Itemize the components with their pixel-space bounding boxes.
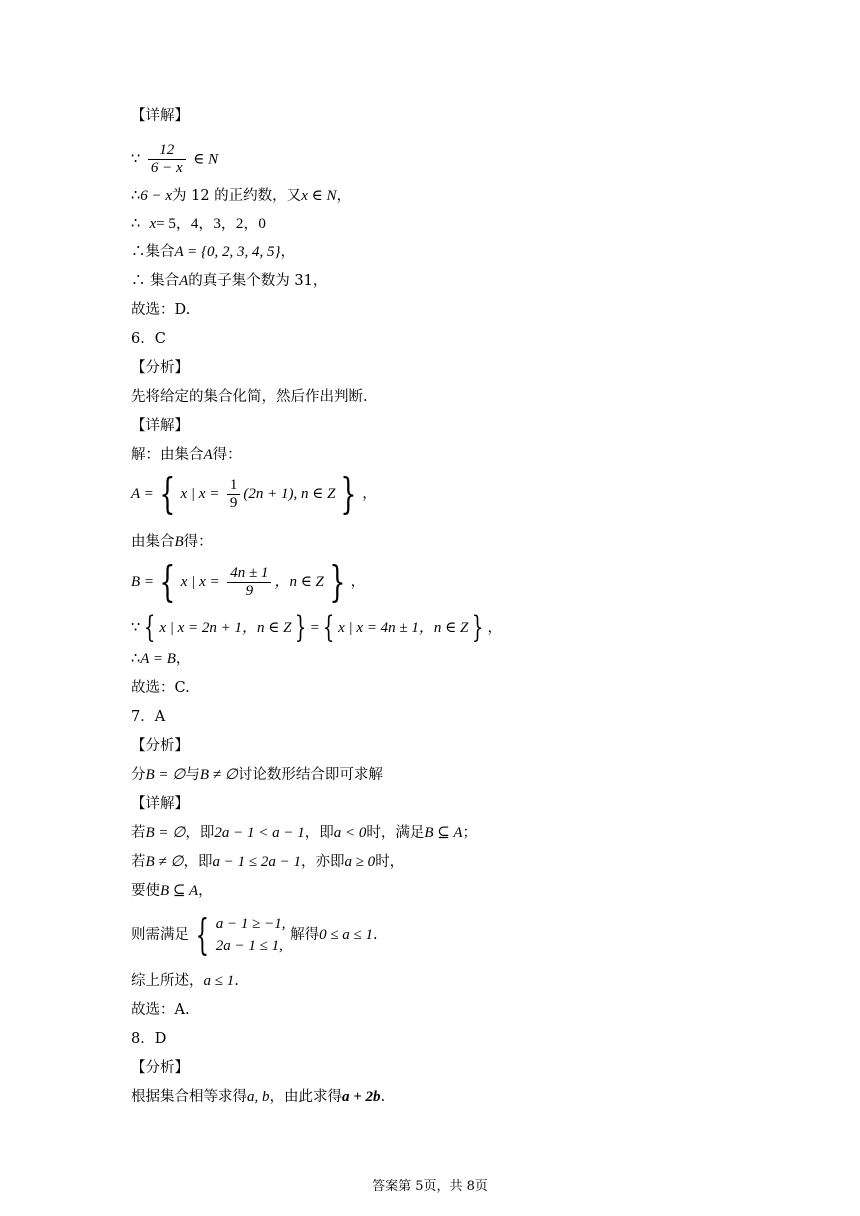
detail-heading-5: 【详解】 <box>131 108 189 124</box>
step-from-set-a: 解：由集合A得： <box>131 447 242 463</box>
inequality-system: 则需满足 { a − 1 ≥ −1, 2a − 1 ≤ 1, 解得0 ≤ a ≤ 1. <box>131 910 378 959</box>
detail-heading-6: 【详解】 <box>131 418 189 434</box>
formula-set-b: B = { x | x = $\frac{4n \pm 1}{9}$ ，n ∈ Z } ， <box>131 557 366 606</box>
analysis-text-8: 根据集合相等求得a, b，由此求得a + 2b. <box>131 1089 386 1105</box>
question-7-number: 7．A <box>131 709 166 725</box>
step-a-equals-b: ∴A = B， <box>131 651 191 667</box>
question-6-number: 6．C <box>131 331 166 347</box>
case-empty-set: 若B = ∅，即2a − 1 < a − 1，即a < 0时，满足B ⊆ A； <box>131 825 477 841</box>
step-set-a: ∴集合A = {0, 2, 3, 4, 5}， <box>131 244 296 260</box>
formula-set-a: A = { x | x = $\frac{1}{9}$ (2n + 1), n ∈ Z } ， <box>131 469 377 518</box>
page-footer: 答案第 5页，共 8页 <box>372 1179 488 1194</box>
answer-6: 故选：C. <box>131 680 190 696</box>
step-because-fraction: ∵ $\frac{12}{6 - x}$ ∈ N <box>131 142 219 176</box>
analysis-heading-8: 【分析】 <box>131 1060 189 1076</box>
conclusion-7: 综上所述，a ≤ 1. <box>131 973 239 989</box>
case-nonempty-set: 若B ≠ ∅，即a − 1 ≤ 2a − 1，亦即a ≥ 0时， <box>131 854 405 870</box>
step-divisor: ∴6 − x为 12 的正约数，又x ∈ N， <box>131 188 351 204</box>
analysis-text-6: 先将给定的集合化简，然后作出判断. <box>131 389 368 405</box>
question-8-number: 8．D <box>131 1031 167 1047</box>
answer-5: 故选：D. <box>131 302 191 318</box>
step-proper-subsets: ∴ 集合A的真子集个数为 31， <box>131 273 328 289</box>
step-x-values: ∴ x= 5，4，3，2，0 <box>131 216 266 232</box>
step-from-set-b: 由集合B得： <box>131 534 213 550</box>
step-sets-equal: ∵ { x | x = 2n + 1，n ∈ Z } = { x | x = 4n ± 1，n ∈ Z } ， <box>131 610 502 645</box>
analysis-heading-7: 【分析】 <box>131 738 189 754</box>
analysis-text-7: 分B = ∅与B ≠ ∅讨论数形结合即可求解 <box>131 767 383 783</box>
analysis-heading-6: 【分析】 <box>131 360 189 376</box>
answer-7: 故选：A. <box>131 1002 190 1018</box>
step-subset-condition: 要使B ⊆ A， <box>131 883 213 899</box>
detail-heading-7: 【详解】 <box>131 796 189 812</box>
